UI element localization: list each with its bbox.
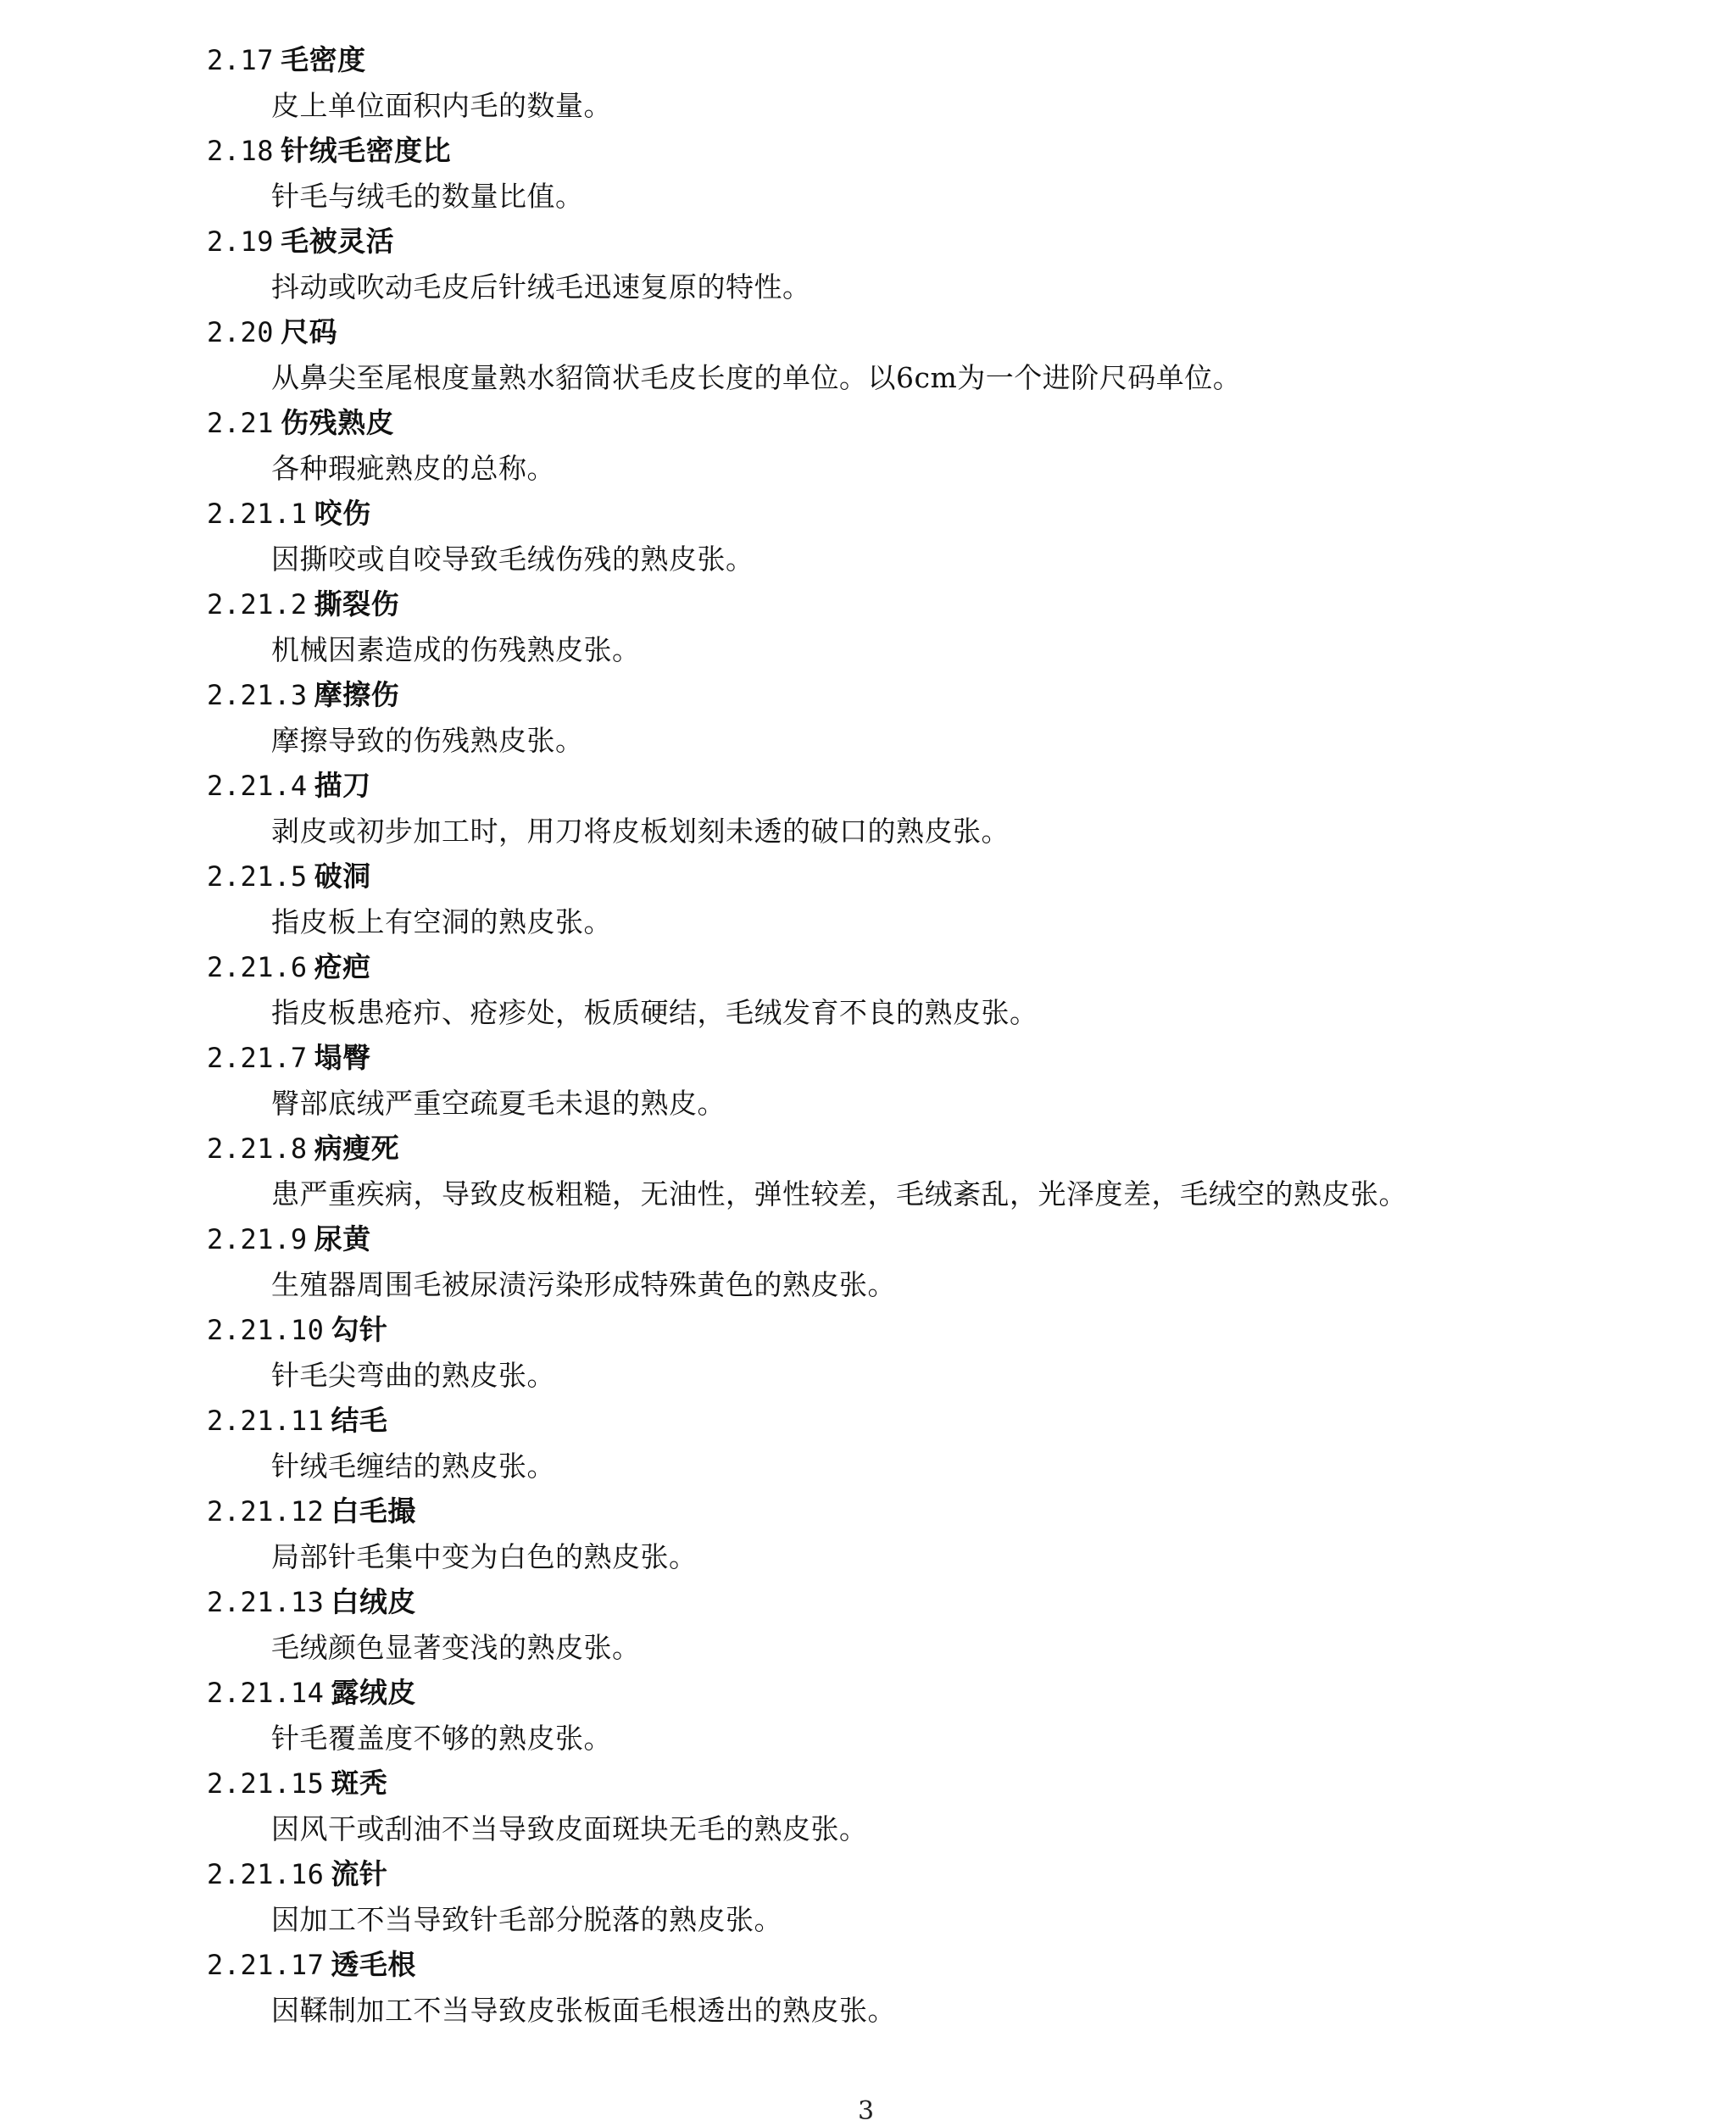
- term-heading: [207, 309, 1648, 355]
- term-heading: [207, 1579, 1648, 1625]
- term-heading: [207, 1851, 1648, 1897]
- definition-entry: [207, 1851, 1648, 1942]
- term-number: 2.21.7: [207, 1042, 308, 1074]
- definition-entry: [207, 128, 1648, 219]
- term-number: 2.21.1: [207, 498, 308, 530]
- definition-entry: [207, 1307, 1648, 1398]
- page-number: 3: [858, 2096, 875, 2126]
- term-heading: [207, 1761, 1648, 1806]
- term-heading: [207, 400, 1648, 446]
- term-definition: 臀部底绒严重空疏夏毛未退的熟皮。: [271, 1087, 726, 1120]
- term-title: 结毛: [331, 1404, 388, 1437]
- term-title: 露绒皮: [331, 1676, 416, 1709]
- definition-entry: [207, 1489, 1648, 1579]
- term-heading: [207, 1670, 1648, 1716]
- term-title: 咬伤: [314, 497, 371, 530]
- definition-entry: [207, 1942, 1648, 2033]
- term-heading: [207, 37, 1648, 83]
- definition-entry: [207, 672, 1648, 763]
- term-number: 2.21: [207, 407, 275, 439]
- term-number: 2.21.14: [207, 1677, 325, 1709]
- term-title: 病瘦死: [314, 1132, 400, 1165]
- term-number: 2.21.11: [207, 1405, 325, 1437]
- definition-entry: [207, 1126, 1648, 1216]
- term-number: 2.21.17: [207, 1949, 325, 1981]
- term-definition: 机械因素造成的伤残熟皮张。: [271, 633, 641, 666]
- term-number: 2.21.16: [207, 1858, 325, 1890]
- term-definition: 从鼻尖至尾根度量熟水貂筒状毛皮长度的单位。以6cm为一个进阶尺码单位。: [271, 361, 1242, 394]
- term-definition: 针毛与绒毛的数量比值。: [271, 180, 584, 213]
- term-title: 斑秃: [331, 1767, 388, 1800]
- term-number: 2.21.3: [207, 679, 308, 711]
- term-title: 流针: [331, 1857, 388, 1890]
- term-definition: 剥皮或初步加工时，用刀将皮板划刻未透的破口的熟皮张。: [271, 815, 1010, 848]
- term-number: 2.19: [207, 225, 275, 258]
- term-number: 2.18: [207, 135, 275, 167]
- term-heading: [207, 1216, 1648, 1262]
- term-title: 疮疤: [314, 950, 371, 983]
- term-heading: [207, 1035, 1648, 1081]
- term-definition: 针毛覆盖度不够的熟皮张。: [271, 1722, 612, 1755]
- term-number: 2.21.5: [207, 860, 308, 893]
- term-number: 2.21.6: [207, 951, 308, 983]
- term-title: 白绒皮: [331, 1585, 416, 1618]
- term-title: 勾针: [331, 1313, 388, 1346]
- term-title: 描刀: [314, 769, 371, 802]
- term-heading: [207, 1942, 1648, 1988]
- term-number: 2.21.9: [207, 1223, 308, 1255]
- term-definition: 因鞣制加工不当导致皮张板面毛根透出的熟皮张。: [271, 1994, 896, 2027]
- term-definition: 摩擦导致的伤残熟皮张。: [271, 724, 584, 757]
- definition-entry: [207, 1761, 1648, 1851]
- definition-entry: [207, 491, 1648, 582]
- term-number: 2.21.10: [207, 1314, 325, 1346]
- term-title: 针绒毛密度比: [281, 134, 452, 167]
- definition-entry: [207, 854, 1648, 944]
- term-definition: 指皮板上有空洞的熟皮张。: [271, 905, 612, 938]
- term-number: 2.21.12: [207, 1495, 325, 1528]
- term-definition: 患严重疾病，导致皮板粗糙，无油性，弹性较差，毛绒紊乱，光泽度差，毛绒空的熟皮张。: [271, 1177, 1407, 1210]
- definition-entry: [207, 1579, 1648, 1670]
- term-heading: [207, 854, 1648, 899]
- term-heading: [207, 128, 1648, 174]
- term-title: 白毛撮: [331, 1494, 416, 1528]
- definition-entry: [207, 1670, 1648, 1761]
- term-number: 2.21.4: [207, 770, 308, 802]
- definition-entry: [207, 1035, 1648, 1126]
- definition-entry: [207, 1216, 1648, 1307]
- term-heading: [207, 944, 1648, 990]
- term-title: 透毛根: [331, 1948, 416, 1981]
- term-definition: 抖动或吹动毛皮后针绒毛迅速复原的特性。: [271, 270, 811, 303]
- term-number: 2.20: [207, 316, 275, 348]
- term-heading: [207, 1398, 1648, 1444]
- term-number: 2.17: [207, 44, 275, 76]
- definition-entry: [207, 400, 1648, 491]
- term-definition: 针毛尖弯曲的熟皮张。: [271, 1359, 555, 1392]
- term-definition: 毛绒颜色显著变浅的熟皮张。: [271, 1631, 641, 1664]
- term-definition: 因风干或刮油不当导致皮面斑块无毛的熟皮张。: [271, 1812, 868, 1845]
- term-definition: 局部针毛集中变为白色的熟皮张。: [271, 1540, 698, 1573]
- term-title: 毛密度: [281, 43, 366, 76]
- term-heading: [207, 1489, 1648, 1534]
- term-definition: 皮上单位面积内毛的数量。: [271, 89, 612, 122]
- definition-entry: [207, 944, 1648, 1035]
- term-definition: 各种瑕疵熟皮的总称。: [271, 452, 555, 485]
- term-title: 摩擦伤: [314, 678, 400, 711]
- definition-entry: [207, 309, 1648, 400]
- term-number: 2.21.15: [207, 1767, 325, 1800]
- term-definition: 生殖器周围毛被尿渍污染形成特殊黄色的熟皮张。: [271, 1268, 896, 1301]
- definition-entry: [207, 582, 1648, 672]
- term-title: 撕裂伤: [314, 587, 400, 621]
- term-heading: [207, 219, 1648, 264]
- term-title: 毛被灵活: [281, 225, 395, 258]
- term-heading: [207, 491, 1648, 537]
- term-definition: 因撕咬或自咬导致毛绒伤残的熟皮张。: [271, 543, 754, 576]
- term-definition: 针绒毛缠结的熟皮张。: [271, 1450, 555, 1483]
- term-number: 2.21.2: [207, 588, 308, 621]
- term-title: 尺码: [281, 315, 338, 348]
- term-definition: 指皮板患疮疖、疮疹处，板质硬结，毛绒发育不良的熟皮张。: [271, 996, 1038, 1029]
- term-title: 塌臀: [314, 1041, 371, 1074]
- definition-entry: [207, 219, 1648, 309]
- term-number: 2.21.13: [207, 1586, 325, 1618]
- definition-entry: [207, 37, 1648, 128]
- term-heading: [207, 582, 1648, 627]
- definition-entry: [207, 1398, 1648, 1489]
- term-heading: [207, 672, 1648, 718]
- term-heading: [207, 763, 1648, 809]
- term-title: 伤残熟皮: [281, 406, 395, 439]
- definition-list: [207, 37, 1648, 2033]
- term-heading: [207, 1126, 1648, 1172]
- term-title: 尿黄: [314, 1222, 371, 1255]
- term-heading: [207, 1307, 1648, 1353]
- term-title: 破洞: [314, 860, 371, 893]
- term-number: 2.21.8: [207, 1133, 308, 1165]
- term-definition: 因加工不当导致针毛部分脱落的熟皮张。: [271, 1903, 782, 1936]
- definition-entry: [207, 763, 1648, 854]
